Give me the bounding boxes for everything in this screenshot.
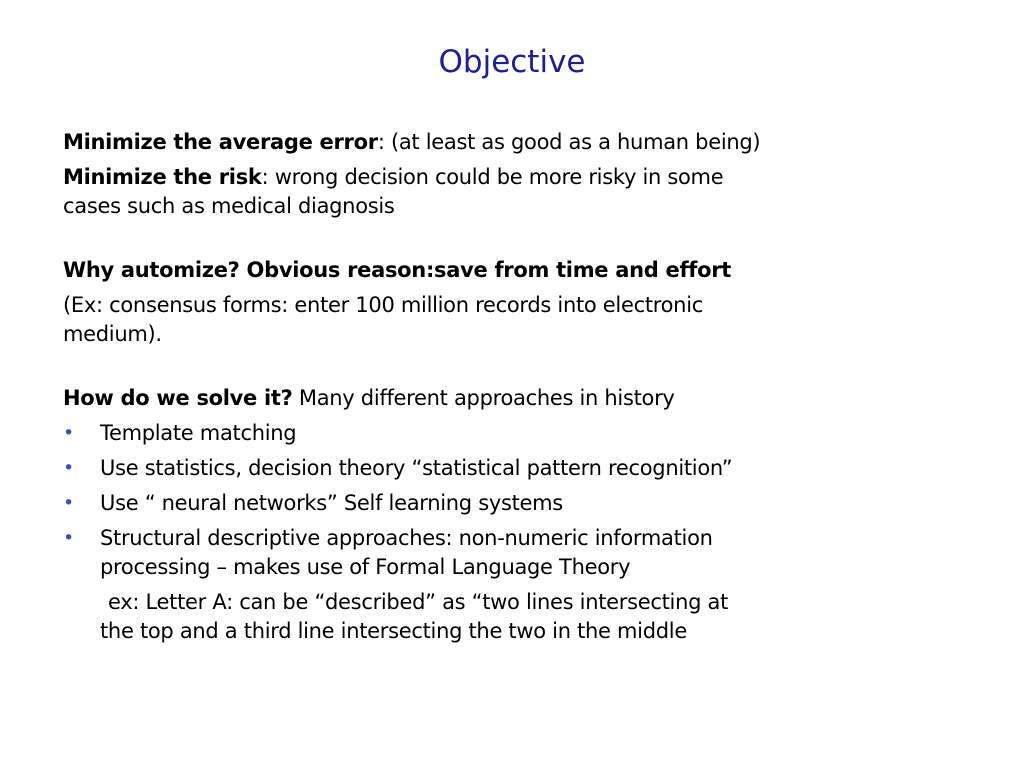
- bold-risk: Minimize the risk: [63, 165, 262, 189]
- bullet-icon: •: [63, 422, 74, 444]
- bullet-text: Use statistics, decision theory “statistical pattern recognition”: [100, 456, 733, 480]
- bullet-text: Use “ neural networks” Self learning systems: [100, 491, 563, 515]
- text-how-solve: Many different approaches in history: [292, 386, 675, 410]
- bold-average-error: Minimize the average error: [63, 130, 378, 154]
- example-letter-a: [63, 588, 963, 646]
- bullet-item-template: [63, 419, 963, 448]
- bullet-item-structural: [63, 524, 963, 582]
- text-risk: : wrong decision could be more risky in some: [261, 165, 724, 189]
- bullet-icon: •: [63, 492, 74, 514]
- bold-how-solve: How do we solve it?: [63, 386, 293, 410]
- bold-why-automize: Why automize? Obvious reason:save from time and effort: [63, 258, 732, 282]
- paragraph-why-automize: [63, 256, 963, 285]
- example-text: ex: Letter A: can be “described” as “two lines intersecting at: [108, 590, 729, 614]
- bullet-item-statistics: [63, 454, 963, 483]
- paragraph-risk: [63, 163, 963, 221]
- text-example-forms: (Ex: consensus forms: enter 100 million records into electronic: [63, 293, 703, 317]
- text-risk-continued: cases such as medical diagnosis: [63, 194, 395, 218]
- bullet-text: Structural descriptive approaches: non-numeric information: [100, 526, 713, 550]
- slide-body: [63, 128, 963, 652]
- text-average-error: : (at least as good as a human being): [377, 130, 761, 154]
- bullet-icon: •: [63, 527, 74, 549]
- paragraph-how-solve: [63, 384, 963, 413]
- bullet-icon: •: [63, 457, 74, 479]
- example-text-continued: the top and a third line intersecting the two in the middle: [100, 619, 687, 643]
- paragraph-average-error: [63, 128, 963, 157]
- bullet-text: Template matching: [100, 421, 297, 445]
- bullet-item-neural: [63, 489, 963, 518]
- text-example-forms-continued: medium).: [63, 322, 162, 346]
- slide-title: Objective: [438, 44, 586, 80]
- paragraph-example-forms: [63, 291, 963, 349]
- bullet-text-continued: processing – makes use of Formal Language Theory: [100, 555, 631, 579]
